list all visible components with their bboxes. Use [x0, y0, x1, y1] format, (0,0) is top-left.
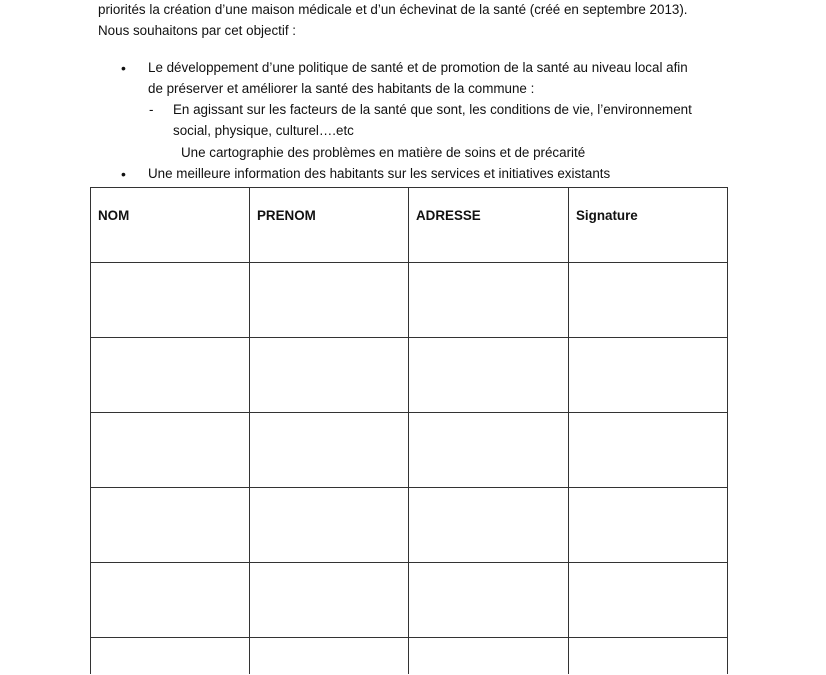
table-row	[91, 338, 728, 413]
table-cell[interactable]	[91, 488, 250, 563]
sub-objective-1-line-2: social, physique, culturel….etc	[173, 123, 354, 138]
header-label: PRENOM	[257, 208, 316, 223]
table-cell[interactable]	[91, 338, 250, 413]
table-cell[interactable]	[409, 488, 569, 563]
objective-2: Une meilleure information des habitants sur les services et initiatives existants	[148, 166, 611, 181]
header-label: Signature	[576, 208, 638, 223]
table-cell[interactable]	[250, 413, 409, 488]
sub-objective-1-line-1: En agissant sur les facteurs de la santé que sont, les conditions de vie, l’environnement	[173, 102, 692, 117]
table-cell[interactable]	[250, 263, 409, 338]
table-cell[interactable]	[409, 263, 569, 338]
table-row	[91, 638, 728, 675]
sub-objective-2: Une cartographie des problèmes en matière de soins et de précarité	[181, 145, 586, 160]
table-cell[interactable]	[250, 488, 409, 563]
table-cell[interactable]	[91, 263, 250, 338]
table-cell[interactable]	[569, 263, 728, 338]
table-row	[91, 263, 728, 338]
header-label: ADRESSE	[416, 208, 481, 223]
table-cell[interactable]	[569, 563, 728, 638]
table-row	[91, 488, 728, 563]
table-cell[interactable]	[250, 563, 409, 638]
dash-icon: -	[149, 102, 154, 117]
header-cell-adresse	[409, 188, 569, 263]
table-row	[91, 563, 728, 638]
table-cell[interactable]	[91, 638, 250, 675]
table-header-row	[91, 188, 728, 263]
header-cell-prenom	[250, 188, 409, 263]
table-cell[interactable]	[409, 638, 569, 675]
table-cell[interactable]	[91, 413, 250, 488]
table-cell[interactable]	[569, 638, 728, 675]
signature-table	[90, 187, 728, 674]
header-label: NOM	[98, 208, 130, 223]
table-cell[interactable]	[250, 338, 409, 413]
table-row	[91, 413, 728, 488]
objective-1-line-2: de préserver et améliorer la santé des habitants de la commune :	[148, 81, 535, 96]
table-cell[interactable]	[569, 413, 728, 488]
bullet-icon: •	[121, 60, 126, 76]
table-cell[interactable]	[569, 488, 728, 563]
table-cell[interactable]	[250, 638, 409, 675]
table-cell[interactable]	[91, 563, 250, 638]
intro-line-2: Nous souhaitons par cet objectif :	[98, 23, 296, 38]
intro-line-1: priorités la création d’une maison médicale et d’un échevinat de la santé (créé en septembre 2013).	[98, 2, 688, 17]
table-cell[interactable]	[409, 563, 569, 638]
table-cell[interactable]	[409, 413, 569, 488]
bullet-icon: •	[121, 166, 126, 182]
table-cell[interactable]	[409, 338, 569, 413]
header-cell-nom	[91, 188, 250, 263]
header-cell-signature	[569, 188, 728, 263]
table-cell[interactable]	[569, 338, 728, 413]
objective-1-line-1: Le développement d’une politique de santé et de promotion de la santé au niveau local afin	[148, 60, 688, 75]
